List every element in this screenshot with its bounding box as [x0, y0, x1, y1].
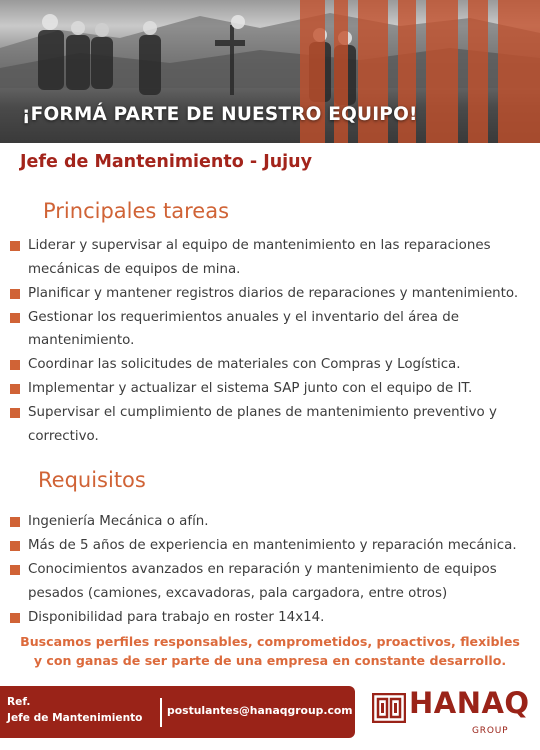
- list-item: Gestionar los requerimientos anuales y el inventario del área de mantenimiento.: [10, 306, 532, 353]
- list-item: Coordinar las solicitudes de materiales con Compras y Logística.: [10, 353, 532, 377]
- logo-subtitle: GROUP: [472, 726, 509, 736]
- requirements-heading: Requisitos: [38, 468, 146, 492]
- tasks-heading: Principales tareas: [43, 199, 230, 223]
- logo-name: HANAQ: [409, 686, 530, 720]
- list-item: Liderar y supervisar al equipo de mantenimiento en las reparaciones mecánicas de equipos de mina.: [10, 234, 532, 281]
- square-bullet-icon: [10, 360, 20, 370]
- contact-email[interactable]: postulantes@hanaqgroup.com: [167, 704, 353, 717]
- square-bullet-icon: [10, 613, 20, 623]
- list-item: Conocimientos avanzados en reparación y mantenimiento de equipos pesados (camiones, excavadoras, pala cargadora, entre otros): [10, 558, 532, 605]
- square-bullet-icon: [10, 408, 20, 418]
- divider: [160, 698, 162, 727]
- ref-value: Jefe de Mantenimiento: [7, 712, 143, 724]
- closing-statement: [0, 632, 540, 670]
- closing-line-2: y con ganas de ser parte de una empresa en constante desarrollo.: [33, 653, 507, 668]
- list-item: Implementar y actualizar el sistema SAP junto con el equipo de IT.: [10, 377, 532, 401]
- square-bullet-icon: [10, 541, 20, 551]
- list-item: Supervisar el cumplimiento de planes de mantenimiento preventivo y correctivo.: [10, 401, 532, 448]
- ref-label: Ref.: [7, 696, 31, 708]
- square-bullet-icon: [10, 241, 20, 251]
- job-title: Jefe de Mantenimiento - Jujuy: [20, 152, 313, 172]
- list-item: Planificar y mantener registros diarios de reparaciones y mantenimiento.: [10, 282, 532, 306]
- square-bullet-icon: [10, 289, 20, 299]
- requirements-list: [10, 510, 532, 630]
- hero-banner: [0, 0, 540, 143]
- hanaq-logo: [372, 686, 530, 745]
- tasks-list: [10, 234, 532, 449]
- closing-line-1: Buscamos perfiles responsables, comprometidos, proactivos, flexibles: [20, 634, 520, 649]
- square-bullet-icon: [10, 565, 20, 575]
- footer-bar: [0, 686, 355, 738]
- list-item: Ingeniería Mecánica o afín.: [10, 510, 532, 534]
- hanaq-logo-mark-icon: [372, 693, 406, 723]
- list-item: Disponibilidad para trabajo en roster 14x14.: [10, 606, 532, 630]
- hero-headline: ¡FORMÁ PARTE DE NUESTRO EQUIPO!: [22, 104, 418, 125]
- square-bullet-icon: [10, 313, 20, 323]
- list-item: Más de 5 años de experiencia en mantenimiento y reparación mecánica.: [10, 534, 532, 558]
- reference-block: [7, 694, 142, 726]
- square-bullet-icon: [10, 384, 20, 394]
- square-bullet-icon: [10, 517, 20, 527]
